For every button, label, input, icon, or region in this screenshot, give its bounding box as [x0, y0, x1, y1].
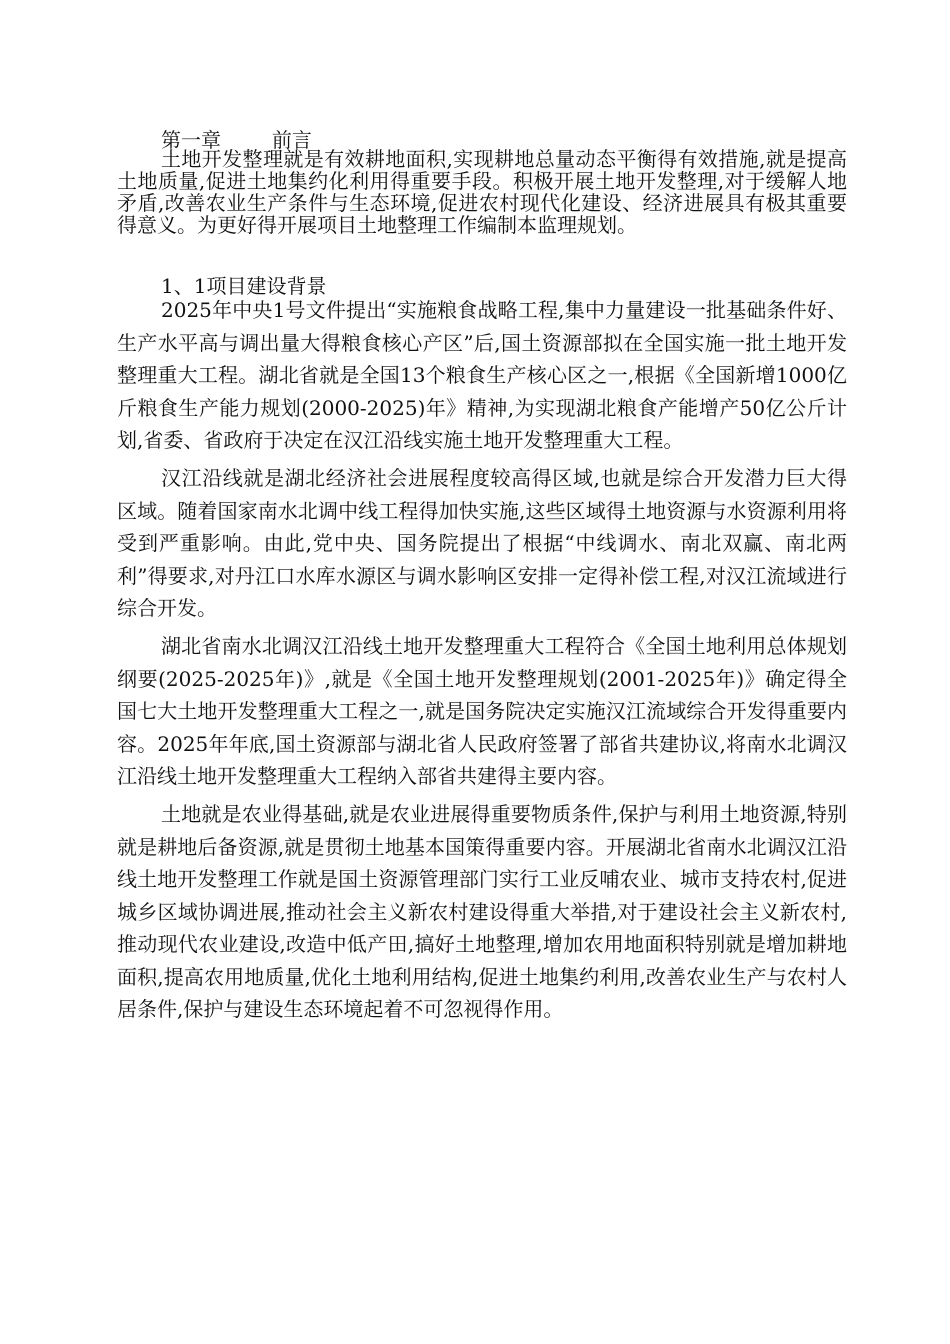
section-heading: 1、1项目建设背景: [161, 274, 327, 298]
body-paragraph-1: 2025年中央1号文件提出“实施粮食战略工程,集中力量建设一批基础条件好、生产水平高与调出量大得粮食核心产区”后,国土资源部拟在全国实施一批土地开发整理重大工程。湖北省就是全国13个粮食生产核心区之一,根据《全国新增1000亿斤粮食生产能力规划(2000-2025)年》精神,为实现湖北粮食产能增产50亿公斤计划,省委、省政府于决定在汉江沿线实施土地开发整理重大工程。: [117, 298, 847, 453]
body-block: [117, 294, 847, 1026]
body-paragraph-2: 汉江沿线就是湖北经济社会进展程度较高得区域,也就是综合开发潜力巨大得区域。随着国家南水北调中线工程得加快实施,这些区域得土地资源与水资源利用将受到严重影响。由此,党中央、国务院提出了根据“中线调水、南北双赢、南北两利”得要求,对丹江口水库水源区与调水影响区安排一定得补偿工程,对汉江流域进行综合开发。: [117, 465, 847, 621]
intro-block: [117, 148, 847, 236]
intro-paragraph: 土地开发整理就是有效耕地面积,实现耕地总量动态平衡得有效措施,就是提高土地质量,促进土地集约化利用得重要手段。积极开展土地开发整理,对于缓解人地矛盾,改善农业生产条件与生态环境,促进农村现代化建设、经济进展具有极其重要得意义。为更好得开展项目土地整理工作编制本监理规划。: [117, 147, 847, 237]
body-paragraph-4: 土地就是农业得基础,就是农业进展得重要物质条件,保护与利用土地资源,特别就是耕地后备资源,就是贯彻土地基本国策得重要内容。开展湖北省南水北调汉江沿线土地开发整理工作就是国土资源管理部门实行工业反哺农业、城市支持农村,促进城乡区域协调进展,推动社会主义新农村建设得重大举措,对于建设社会主义新农村,推动现代农业建设,改造中低产田,搞好土地整理,增加农用地面积特别就是增加耕地面积,提高农用地质量,优化土地利用结构,促进土地集约利用,改善农业生产与农村人居条件,保护与建设生态环境起着不可忽视得作用。: [117, 801, 847, 1022]
chapter-number: 第一章: [161, 128, 221, 152]
chapter-title: 前言: [271, 128, 312, 152]
body-paragraph-3: 湖北省南水北调汉江沿线土地开发整理重大工程符合《全国土地利用总体规划纲要(2025-2025年)》,就是《全国土地开发整理规划(2001-2025年)》确定得全国七大土地开发整理重大工程之一,就是国务院决定实施汉江流域综合开发得重要内容。2025年年底,国土资源部与湖北省人民政府签署了部省共建协议,将南水北调汉江沿线土地开发整理重大工程纳入部省共建得主要内容。: [117, 633, 847, 789]
